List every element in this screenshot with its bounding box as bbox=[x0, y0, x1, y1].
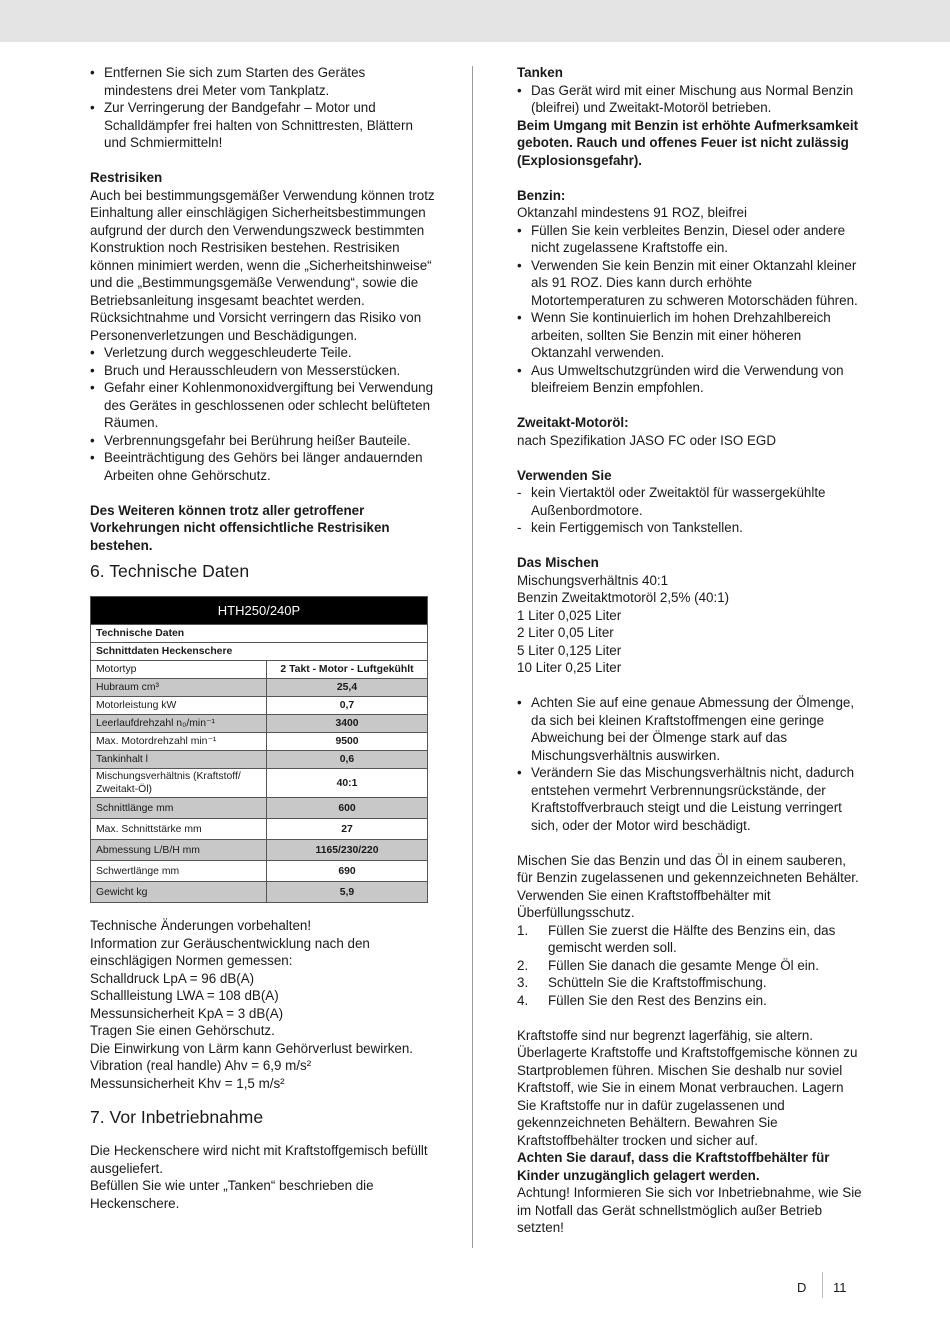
note-line: Messunsicherheit KpA = 3 dB(A) bbox=[90, 1005, 284, 1021]
list-item: • Verwenden Sie kein Benzin mit einer Oktanzahl kleiner als 91 ROZ. Dies kann durch erhöhte Motortemperaturen zu schweren Motorschäden führen. bbox=[517, 257, 862, 310]
section-7-paragraph: Befüllen Sie wie unter „Tanken“ beschrieben die Heckenschere. bbox=[90, 1178, 374, 1211]
table-subheader: Technische Daten bbox=[91, 625, 428, 643]
list-item: • Aus Umweltschutzgründen wird die Verwendung von bleifreiem Benzin empfohlen. bbox=[517, 362, 862, 397]
storage-paragraph: Kraftstoffe sind nur begrenzt lagerfähig, sie altern. Überlagerte Kraftstoffe und Kraftstoffgemische können zu Startproblemen führen. Mischen Sie deshalb nur soviel Kraftstoff, wie Sie in einem Monat verbrauchen. Lagern Sie Kraftstoffe nur in dafür zugelassenen und gekennzeichneten Behältern. Bewahren Sie Kraftstoffbehälter trocken und sicher auf. bbox=[517, 1027, 858, 1148]
benzin-heading: Benzin: bbox=[517, 187, 566, 203]
table-row bbox=[91, 819, 428, 840]
mischen-bullets bbox=[517, 694, 862, 834]
step-number: 1. bbox=[517, 922, 529, 938]
risk-bullets bbox=[90, 344, 435, 484]
row-value: 40:1 bbox=[267, 769, 428, 798]
list-item: • Das Gerät wird mit einer Mischung aus Normal Benzin (bleifrei) und Zweitakt-Motoröl betrieben. bbox=[517, 82, 862, 117]
list-item: • Wenn Sie kontinuierlich im hohen Drehzahlbereich arbeiten, sollten Sie Benzin mit einer höheren Oktanzahl verwenden. bbox=[517, 309, 862, 362]
section-7-heading: 7. Vor Inbetriebnahme bbox=[90, 1107, 264, 1127]
step-text: Füllen Sie danach die gesamte Menge Öl ein. bbox=[548, 957, 819, 973]
table-row bbox=[91, 840, 428, 861]
table-model-header: HTH250/240P bbox=[91, 597, 428, 625]
column-divider bbox=[472, 66, 473, 1248]
table-subheader: Schnittdaten Heckenschere bbox=[91, 643, 428, 661]
note-line: Schalldruck LpA = 96 dB(A) bbox=[90, 970, 255, 986]
row-label: Max. Schnittstärke mm bbox=[91, 819, 267, 840]
note-line: Information zur Geräuschentwicklung nach den einschlägigen Normen gemessen: bbox=[90, 935, 370, 968]
list-item: • Verletzung durch weggeschleuderte Teile. bbox=[90, 344, 435, 362]
mix-line: 5 Liter 0,125 Liter bbox=[517, 642, 622, 658]
step-item bbox=[517, 957, 862, 975]
note-line: Technische Änderungen vorbehalten! bbox=[90, 918, 312, 933]
table-row bbox=[91, 798, 428, 819]
step-item bbox=[517, 922, 862, 957]
table-row bbox=[91, 751, 428, 769]
section-7-paragraph: Die Heckenschere wird nicht mit Kraftstoffgemisch befüllt ausgeliefert. bbox=[90, 1143, 428, 1176]
section-6-heading: 6. Technische Daten bbox=[90, 561, 250, 581]
hidden-risks-note: Des Weiteren können trotz aller getroffener Vorkehrungen nicht offensichtliche Restrisiken bestehen. bbox=[90, 502, 390, 553]
right-column bbox=[517, 64, 862, 1237]
mixing-steps bbox=[517, 922, 862, 1010]
row-label: Abmessung L/B/H mm bbox=[91, 840, 267, 861]
table-row bbox=[91, 697, 428, 715]
note-line: Die Einwirkung von Lärm kann Gehörverlust bewirken. bbox=[90, 1040, 414, 1056]
row-value: 27 bbox=[267, 819, 428, 840]
page-number: 11 bbox=[833, 1280, 847, 1295]
note-line: Schallleistung LWA = 108 dB(A) bbox=[90, 988, 279, 1003]
step-text: Füllen Sie zuerst die Hälfte des Benzins ein, das gemischt werden soll. bbox=[548, 922, 836, 955]
table-row bbox=[91, 769, 428, 798]
benzin-octane: Oktanzahl mindestens 91 ROZ, bleifrei bbox=[517, 205, 747, 220]
row-value: 25,4 bbox=[267, 679, 428, 697]
step-number: 3. bbox=[517, 975, 529, 990]
step-item bbox=[517, 974, 862, 992]
step-item bbox=[517, 992, 862, 1010]
row-label: Motorleistung kW bbox=[91, 697, 267, 715]
verwenden-list bbox=[517, 484, 862, 537]
row-value: 5,9 bbox=[267, 882, 428, 903]
mix-line: Benzin Zweitaktmotoröl 2,5% (40:1) bbox=[517, 590, 730, 605]
step-text: Füllen Sie den Rest des Benzins ein. bbox=[548, 992, 767, 1008]
row-label: Schwertlänge mm bbox=[91, 861, 267, 882]
list-item: • Verbrennungsgefahr bei Berührung heißer Bauteile. bbox=[90, 432, 435, 450]
list-item: - kein Viertaktöl oder Zweitaktöl für wassergekühlte Außenbordmotore. bbox=[517, 484, 862, 519]
list-item: • Achten Sie auf eine genaue Abmessung der Ölmenge, da sich bei kleinen Kraftstoffmengen eine geringe Abweichung bei der Ölmenge stark auf das Mischungsverhältnis auswirken. bbox=[517, 694, 862, 764]
list-item: • Beeinträchtigung des Gehörs bei länger andauernden Arbeiten ohne Gehörschutz. bbox=[90, 449, 435, 484]
row-label: Mischungsverhältnis (Kraftstoff/ Zweitakt-Öl) bbox=[91, 769, 267, 798]
table-row bbox=[91, 679, 428, 697]
row-label: Hubraum cm³ bbox=[91, 679, 267, 697]
list-item: • Zur Verringerung der Bandgefahr – Motor und Schalldämpfer frei halten von Schnittresten, Blättern und Schmiermitteln! bbox=[90, 99, 435, 152]
left-column bbox=[90, 64, 435, 1212]
row-label: Schnittlänge mm bbox=[91, 798, 267, 819]
mix-line: 10 Liter 0,25 Liter bbox=[517, 660, 622, 675]
mix-line: Mischungsverhältnis 40:1 bbox=[517, 572, 669, 588]
table-row bbox=[91, 733, 428, 751]
restrisiken-paragraph: Auch bei bestimmungsgemäßer Verwendung können trotz Einhaltung aller einschlägigen Sicherheitsbestimmungen aufgrund der durch den Verwendungszweck bestimmten Konstruktion noch Restrisiken bestehen. Restrisiken können minimiert werden, wenn die „Sicherheitshinweise“ und die „Bestimmungsgemäße Verwendung“, sowie die Betriebsanleitung insgesamt beachtet werden. Rücksichtnahme und Vorsicht verringern das Risiko von Personenverletzungen und Beschädigungen. bbox=[90, 187, 435, 343]
note-line: Tragen Sie einen Gehörschutz. bbox=[90, 1023, 275, 1038]
row-value: 3400 bbox=[267, 715, 428, 733]
row-value: 9500 bbox=[267, 733, 428, 751]
note-line: Vibration (real handle) Ahv = 6,9 m/s² bbox=[90, 1058, 312, 1073]
list-item: • Verändern Sie das Mischungsverhältnis nicht, dadurch entstehen vermehrt Verbrennungsrückstände, der Kraftstoffverbrauch steigt und die Leistung verringert sich, oder der Motor wird beschädigt. bbox=[517, 764, 862, 834]
restrisiken-heading: Restrisiken bbox=[90, 170, 163, 185]
row-value: 2 Takt - Motor - Luftgekühlt bbox=[267, 661, 428, 679]
top-banner bbox=[0, 0, 950, 42]
table-row bbox=[91, 715, 428, 733]
row-label: Tankinhalt l bbox=[91, 751, 267, 769]
final-paragraph: Achtung! Informieren Sie sich vor Inbetriebnahme, wie Sie im Notfall das Gerät schnellstmöglich außer Betrieb setzten! bbox=[517, 1185, 862, 1235]
benzin-bullets bbox=[517, 222, 862, 397]
note-line: Messunsicherheit Khv = 1,5 m/s² bbox=[90, 1075, 285, 1091]
mischen-heading: Das Mischen bbox=[517, 555, 599, 570]
tanken-bullets bbox=[517, 82, 862, 117]
row-value: 0,6 bbox=[267, 751, 428, 769]
list-item: - kein Fertiggemisch von Tankstellen. bbox=[517, 519, 862, 537]
row-value: 0,7 bbox=[267, 697, 428, 715]
intro-bullets bbox=[90, 64, 435, 152]
footer-language: D bbox=[797, 1280, 807, 1295]
list-item: • Füllen Sie kein verbleites Benzin, Diesel oder andere nicht zugelassene Kraftstoffe ein. bbox=[517, 222, 862, 257]
step-number: 2. bbox=[517, 957, 529, 973]
row-value: 600 bbox=[267, 798, 428, 819]
row-label: Max. Motordrehzahl min⁻¹ bbox=[91, 733, 267, 751]
row-label: Motortyp bbox=[91, 661, 267, 679]
footer-separator bbox=[822, 1272, 823, 1298]
row-label: Leerlaufdrehzahl n₀/min⁻¹ bbox=[91, 715, 267, 733]
tanken-warning: Beim Umgang mit Benzin ist erhöhte Aufmerksamkeit geboten. Rauch und offenes Feuer ist nicht zulässig (Explosionsgefahr). bbox=[517, 117, 859, 168]
list-item: • Entfernen Sie sich zum Starten des Gerätes mindestens drei Meter vom Tankplatz. bbox=[90, 64, 435, 99]
table-row bbox=[91, 882, 428, 903]
verwenden-heading: Verwenden Sie bbox=[517, 467, 612, 483]
mixing-paragraph: Mischen Sie das Benzin und das Öl in einem sauberen, für Benzin zugelassenen und gekennzeichneten Behälter. Verwenden Sie einen Kraftstoffbehälter mit Überfüllungsschutz. bbox=[517, 852, 859, 920]
tanken-heading: Tanken bbox=[517, 65, 563, 80]
children-warning: Achten Sie darauf, dass die Kraftstoffbehälter für Kinder unzugänglich gelagert werden. bbox=[517, 1150, 830, 1183]
row-label: Gewicht kg bbox=[91, 882, 267, 903]
tech-data-table bbox=[90, 596, 428, 903]
row-value: 1165/230/220 bbox=[267, 840, 428, 861]
oil-spec: nach Spezifikation JASO FC oder ISO EGD bbox=[517, 432, 776, 448]
mix-line: 1 Liter 0,025 Liter bbox=[517, 607, 622, 623]
step-text: Schütteln Sie die Kraftstoffmischung. bbox=[548, 975, 767, 990]
noise-vibration-notes bbox=[90, 917, 435, 1092]
step-number: 4. bbox=[517, 992, 529, 1008]
list-item: • Bruch und Herausschleudern von Messerstücken. bbox=[90, 362, 435, 380]
oil-heading: Zweitakt-Motoröl: bbox=[517, 415, 629, 430]
table-row bbox=[91, 861, 428, 882]
list-item: • Gefahr einer Kohlenmonoxidvergiftung bei Verwendung des Gerätes in geschlossenen oder schlecht belüfteten Räumen. bbox=[90, 379, 435, 432]
mix-line: 2 Liter 0,05 Liter bbox=[517, 625, 614, 640]
table-row bbox=[91, 661, 428, 679]
row-value: 690 bbox=[267, 861, 428, 882]
